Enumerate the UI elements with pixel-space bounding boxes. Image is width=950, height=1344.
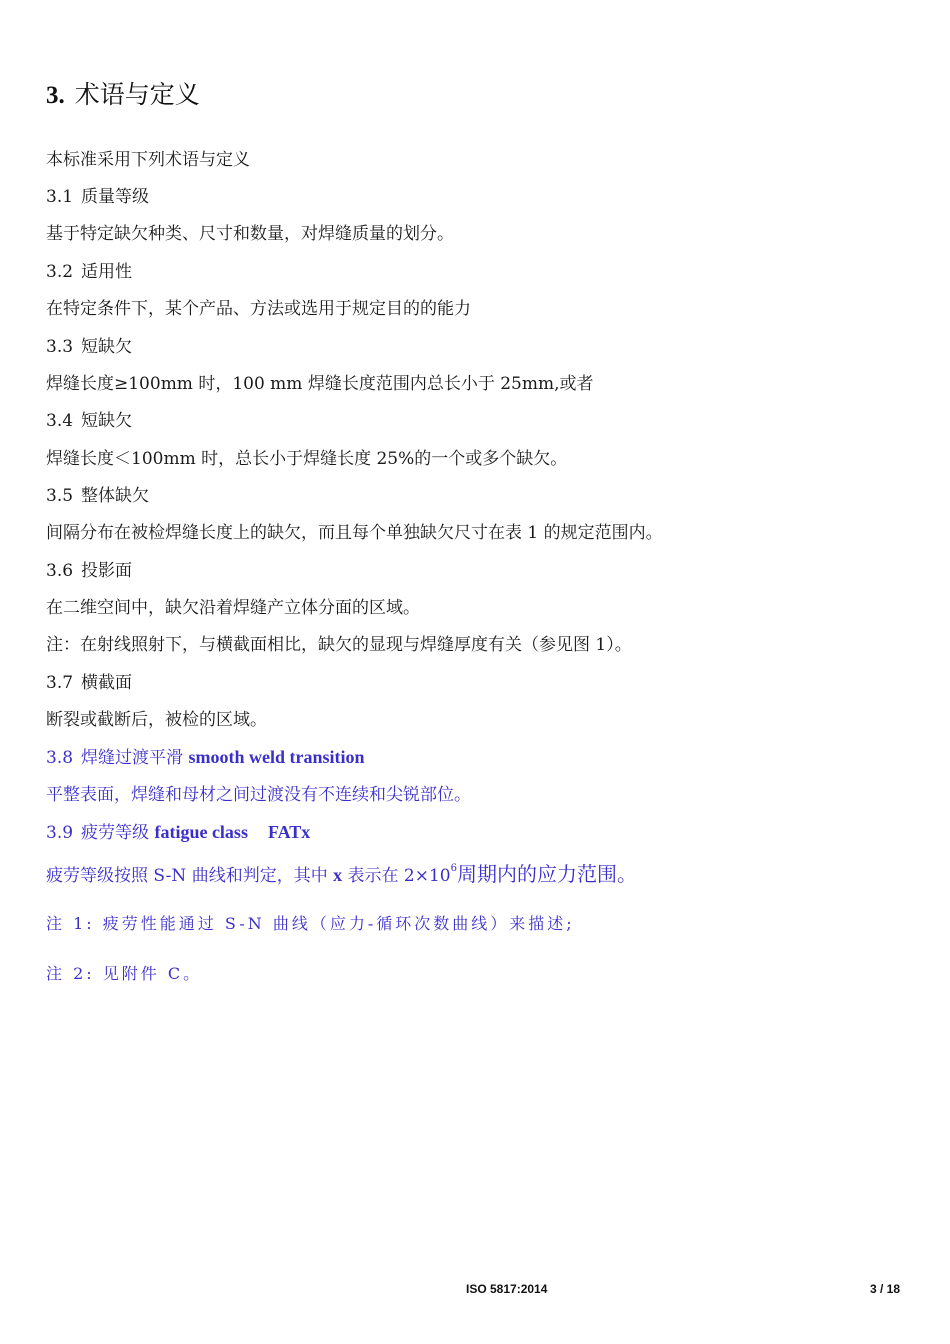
term-definition-3-1: 基于特定缺欠种类、尺寸和数量，对焊缝质量的划分。 [46, 224, 454, 244]
term-title: 适用性 [81, 262, 133, 282]
term-heading-3-5 [46, 484, 149, 508]
term-number: 3.1 [46, 187, 74, 207]
term-number: 3.9 [46, 823, 74, 843]
term-number: 3.6 [46, 561, 74, 581]
definition-part-3: 周期内的应力范围。 [457, 862, 637, 886]
term-note-3-6: 注：在射线照射下，与横截面相比，缺欠的显现与焊缝厚度有关（参见图 1）。 [46, 635, 632, 655]
definition-variable-x: x [333, 865, 343, 885]
term-definition-3-2: 在特定条件下，某个产品、方法或选用于规定目的的能力 [46, 299, 471, 319]
term-title-en: smooth weld transition [188, 747, 365, 767]
term-title-cn: 疲劳等级 [81, 823, 150, 843]
footer-standard: ISO 5817:2014 [466, 1282, 548, 1296]
term-abbreviation: FATx [267, 822, 311, 842]
term-heading-3-4 [46, 409, 132, 433]
term-definition-3-9 [46, 862, 637, 888]
definition-exponent: 6 [450, 863, 457, 874]
term-note-1-3-9: 注 1: 疲劳性能通过 S-N 曲线（应力-循环次数曲线）来描述; [46, 914, 575, 933]
term-title: 横截面 [81, 673, 133, 693]
section-title: 术语与定义 [74, 80, 200, 109]
term-title: 质量等级 [81, 187, 150, 207]
term-definition-3-6: 在二维空间中，缺欠沿着焊缝产立体分面的区域。 [46, 598, 420, 618]
term-definition-3-7: 断裂或截断后，被检的区域。 [46, 710, 267, 730]
intro-text: 本标准采用下列术语与定义 [46, 150, 250, 170]
section-number: 3. [46, 82, 65, 109]
term-heading-3-7 [46, 671, 132, 695]
term-number: 3.2 [46, 262, 74, 282]
term-heading-3-8 [46, 745, 364, 770]
term-heading-3-3 [46, 335, 132, 359]
term-number: 3.8 [46, 748, 74, 768]
term-title-cn: 焊缝过渡平滑 [81, 748, 184, 768]
term-heading-3-2 [46, 260, 132, 284]
term-title: 整体缺欠 [81, 486, 150, 506]
term-definition-3-3: 焊缝长度≥100mm 时，100 mm 焊缝长度范围内总长小于 25mm,或者 [46, 374, 594, 394]
term-title: 短缺欠 [81, 411, 133, 431]
term-heading-3-1 [46, 185, 149, 209]
term-heading-3-9 [46, 820, 310, 845]
term-number: 3.5 [46, 486, 74, 506]
definition-part-1: 疲劳等级按照 S-N 曲线和判定，其中 [46, 866, 328, 886]
term-heading-3-6 [46, 559, 132, 583]
term-definition-3-4: 焊缝长度＜100mm 时，总长小于焊缝长度 25%的一个或多个缺欠。 [46, 449, 568, 469]
term-number: 3.4 [46, 411, 74, 431]
term-note-2-3-9: 注 2: 见附件 C。 [46, 964, 203, 983]
term-title-en: fatigue class [154, 822, 248, 842]
term-definition-3-8: 平整表面，焊缝和母材之间过渡没有不连续和尖锐部位。 [46, 785, 471, 805]
footer-page-number: 3 / 18 [870, 1282, 901, 1296]
section-heading [46, 78, 200, 113]
term-title: 短缺欠 [81, 337, 133, 357]
term-number: 3.7 [46, 673, 74, 693]
definition-part-2: 表示在 2×10 [347, 866, 451, 886]
term-definition-3-5: 间隔分布在被检焊缝长度上的缺欠，而且每个单独缺欠尺寸在表 1 的规定范围内。 [46, 523, 663, 543]
term-number: 3.3 [46, 337, 74, 357]
term-title: 投影面 [81, 561, 133, 581]
